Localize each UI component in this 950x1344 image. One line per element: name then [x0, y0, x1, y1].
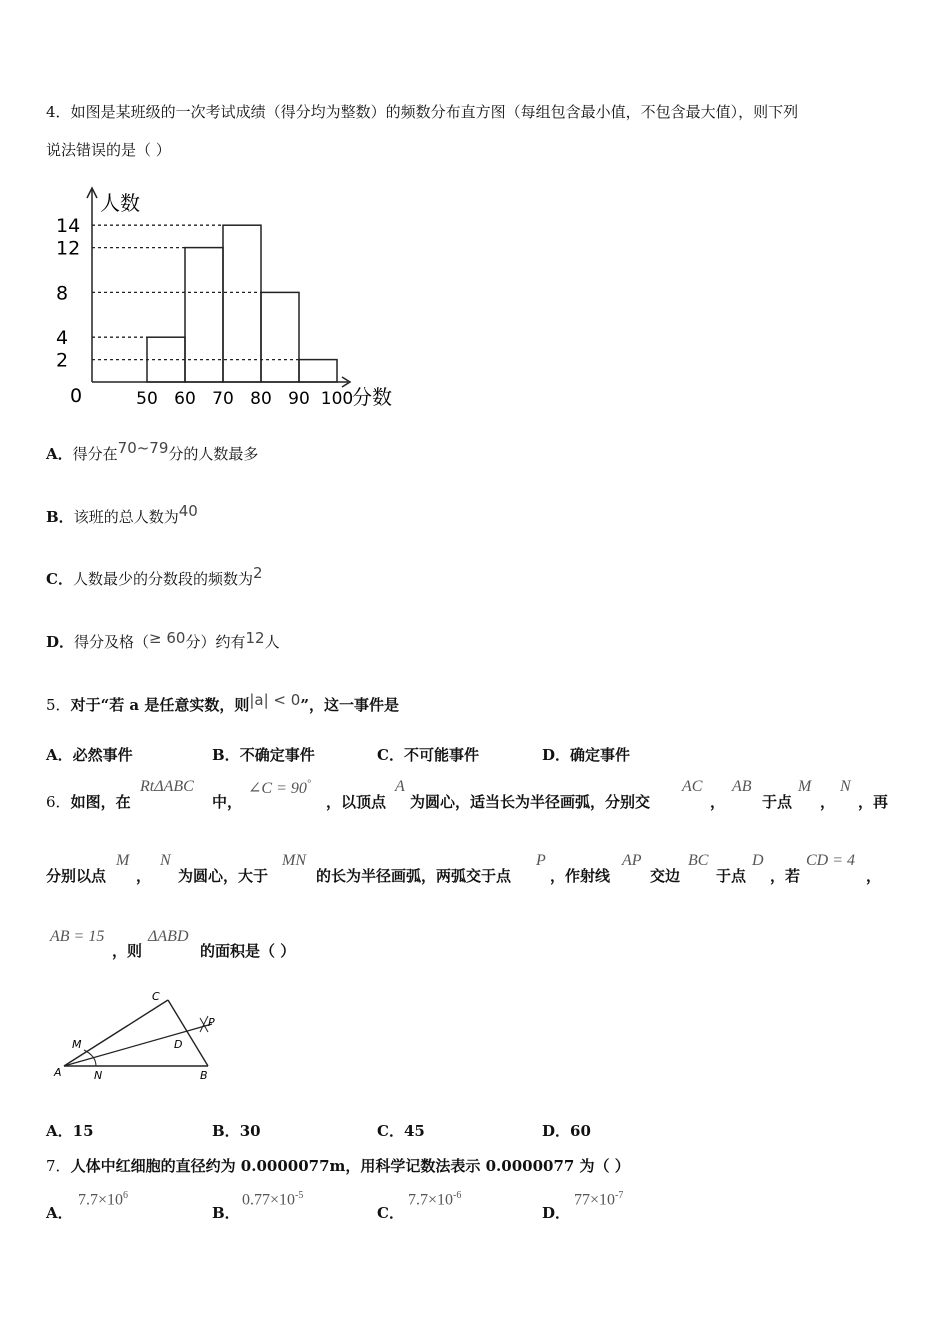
q6-text: ，作射线 — [550, 867, 611, 885]
option-label: B． — [46, 508, 74, 526]
q6-text: 交边 — [650, 867, 681, 885]
side-ac — [64, 1000, 168, 1066]
q4-number: 4 — [46, 103, 56, 121]
q6-option-b[interactable] — [212, 1121, 261, 1141]
q6-math-rt-abc: RtΔABC — [140, 778, 194, 795]
q6-math-d: D — [752, 852, 764, 869]
x-tick-label: 90 — [288, 389, 310, 409]
option-text: 分）约有 — [185, 633, 246, 651]
q6-math-ap: AP — [622, 852, 642, 869]
math-base: 7.7×10 — [78, 1191, 124, 1209]
option-label: A． — [46, 445, 73, 463]
q5-text: 5．对于“若 a 是任意实数，则|a| < 0”，这一事件是 — [46, 691, 399, 714]
math-base: 0.77×10 — [242, 1191, 296, 1209]
q6-math-abd: ΔABD — [148, 928, 189, 945]
math-base: 77×10 — [574, 1191, 616, 1209]
x-tick-label: 70 — [212, 389, 234, 409]
q6-text: ， — [136, 867, 152, 885]
x-tick-label: 100 — [320, 389, 354, 409]
option-text: 该班的总人数为 — [73, 508, 179, 526]
option-text: 得分及格（ — [74, 633, 150, 651]
q6-option-c[interactable] — [377, 1121, 425, 1141]
option-math: 2 — [252, 564, 263, 582]
q6-number: 6 — [46, 793, 56, 811]
q6-text: ，以顶点 — [326, 793, 387, 811]
label-b: B — [200, 1069, 208, 1082]
q4-text-line2: 说法错误的是（ ） — [46, 141, 171, 159]
q6-text: ，再 — [858, 793, 889, 811]
label-d: D — [174, 1038, 183, 1051]
option-label: C． — [46, 570, 73, 588]
label-n: N — [94, 1069, 103, 1082]
q7-option-c[interactable] — [377, 1203, 404, 1223]
option-label: C． — [377, 1122, 404, 1140]
option-text: 30 — [239, 1122, 261, 1140]
origin-label: 0 — [70, 385, 83, 407]
option-math: 70~79 — [117, 439, 169, 457]
label-a: A — [54, 1066, 62, 1079]
q7-number: 7 — [46, 1157, 56, 1175]
y-tick-label: 2 — [56, 349, 69, 372]
option-label: C． — [377, 1204, 404, 1222]
option-label: D． — [542, 1122, 571, 1140]
q6-math-ab: AB — [732, 778, 752, 795]
q6-text: ， — [866, 867, 882, 885]
bar-70-80 — [223, 225, 261, 382]
option-label: A． — [46, 746, 73, 764]
q5-stem-post: ”，这一事件是 — [300, 696, 399, 714]
q6-text: 的面积是（ ） — [200, 942, 296, 960]
bar-60-70 — [185, 248, 223, 382]
x-tick-label: 50 — [136, 389, 158, 409]
q6-math-m: M — [116, 852, 130, 869]
q5-math: |a| < 0 — [249, 691, 301, 709]
option-label: C． — [377, 746, 404, 764]
math-exponent: -7 — [615, 1190, 624, 1201]
option-text: 分的人数最多 — [168, 445, 259, 463]
q6-math-angle-c — [248, 778, 311, 798]
option-math: 12 — [245, 629, 265, 647]
q6-text: 中， — [212, 793, 243, 811]
option-label: D． — [46, 633, 75, 651]
option-text: 确定事件 — [570, 746, 631, 764]
q6-text: ，若 — [770, 867, 801, 885]
side-cb — [168, 1000, 208, 1066]
option-math: 40 — [178, 502, 198, 520]
q6-option-a[interactable] — [46, 1121, 94, 1141]
bar-90-100 — [299, 360, 337, 382]
q4-option-a[interactable] — [46, 439, 259, 464]
option-math: ≥ 60 — [149, 629, 186, 647]
option-label: B． — [212, 746, 240, 764]
y-tick-label: 12 — [56, 237, 81, 260]
q6-math-cd: CD = 4 — [806, 852, 856, 869]
q5-number: 5 — [46, 696, 56, 714]
q7-text: 7．人体中红细胞的直径约为 0.0000077m，用科学记数法表示 0.0000077 为（ ） — [46, 1157, 630, 1175]
q6-math-mn: MN — [282, 852, 306, 869]
q7-stem: 人体中红细胞的直径约为 0.0000077m，用科学记数法表示 0.0000077 为（ ） — [70, 1157, 630, 1175]
q6-math-ac: AC — [682, 778, 703, 795]
q6-text: 于点 — [762, 793, 793, 811]
option-text: 60 — [570, 1122, 591, 1140]
q7-option-d-math[interactable] — [574, 1190, 623, 1209]
q6-option-d[interactable] — [542, 1121, 591, 1141]
option-label: D． — [542, 746, 571, 764]
q6-math-m: M — [798, 778, 812, 795]
option-label: A． — [46, 1204, 73, 1222]
x-axis-title: 分数 — [352, 385, 392, 409]
option-text: 不可能事件 — [403, 746, 479, 764]
label-c: C — [152, 990, 160, 1003]
math-exponent: -5 — [295, 1190, 304, 1201]
math-exponent: -6 — [453, 1190, 462, 1201]
option-label: A． — [46, 1122, 73, 1140]
y-tick-label: 14 — [56, 215, 81, 238]
q5-option-b[interactable] — [212, 745, 315, 765]
label-m: M — [72, 1038, 82, 1051]
q6-text: 如图，在 — [70, 793, 131, 811]
q6-text: 为圆心，大于 — [178, 867, 269, 885]
q6-text: ， — [710, 793, 726, 811]
q6-text: 为圆心，适当长为半径画弧，分别交 — [410, 793, 651, 811]
q7-option-a-math[interactable] — [78, 1190, 128, 1209]
q6-math-bc: BC — [688, 852, 709, 869]
option-text: 人数最少的分数段的频数为 — [72, 570, 253, 588]
q6-text: ， — [820, 793, 836, 811]
x-tick-label: 60 — [174, 389, 196, 409]
q6-math-a: A — [395, 778, 405, 795]
option-label: D． — [542, 1204, 571, 1222]
option-text: 45 — [403, 1122, 425, 1140]
option-label: B． — [212, 1122, 240, 1140]
triangle-figure — [48, 986, 238, 1086]
degree-sign: ° — [306, 778, 311, 790]
q4-stem: 如图是某班级的一次考试成绩（得分均为整数）的频数分布直方图（每组包含最小值，不包含最大值），则下列 — [70, 103, 799, 121]
q6-text: 于点 — [716, 867, 747, 885]
q5-option-a[interactable] — [46, 745, 133, 765]
math-exponent: 6 — [123, 1190, 129, 1201]
q4-option-b[interactable] — [46, 502, 198, 527]
math-base: 7.7×10 — [408, 1191, 454, 1209]
ray-ap — [64, 1024, 212, 1066]
q6-text: 的长为半径画弧，两弧交于点 — [316, 867, 512, 885]
q6-math-n: N — [160, 852, 171, 869]
q7-option-c-math[interactable] — [408, 1190, 461, 1209]
q6-angle-value: ∠C = 90 — [248, 780, 307, 797]
y-tick-label: 8 — [56, 282, 69, 305]
q7-option-a[interactable] — [46, 1203, 73, 1223]
q4-option-d[interactable] — [46, 629, 280, 652]
q6-text: 分别以点 — [46, 867, 107, 885]
q6-text: ，则 — [112, 942, 143, 960]
q7-option-b-math[interactable] — [242, 1190, 303, 1209]
x-tick-label: 80 — [250, 389, 272, 409]
option-text: 人 — [264, 633, 280, 651]
label-p: P — [208, 1016, 215, 1029]
q4-text-line1: 4．如图是某班级的一次考试成绩（得分均为整数）的频数分布直方图（每组包含最小值，不包含最大值），则下列 — [46, 103, 799, 121]
q5-option-d[interactable] — [542, 745, 630, 765]
histogram-chart — [50, 182, 410, 414]
y-tick-label: 4 — [56, 327, 69, 350]
q5-stem-pre: 对于“若 a 是任意实数，则 — [70, 696, 250, 714]
y-axis-title: 人数 — [100, 191, 140, 215]
q6-math-ab15: AB = 15 — [50, 928, 105, 945]
option-text: 15 — [72, 1122, 94, 1140]
option-text: 得分在 — [72, 445, 118, 463]
q5-option-c[interactable] — [377, 745, 479, 765]
bar-80-90 — [261, 292, 299, 382]
q6-math-p: P — [536, 852, 546, 869]
option-text: 必然事件 — [72, 746, 133, 764]
q4-option-c[interactable] — [46, 564, 263, 589]
option-text: 不确定事件 — [239, 746, 315, 764]
q6-math-n: N — [840, 778, 851, 795]
q7-option-b[interactable] — [212, 1203, 240, 1223]
q7-option-d[interactable] — [542, 1203, 570, 1223]
q6-number-line: 6．如图，在 — [46, 793, 131, 811]
option-label: B． — [212, 1204, 240, 1222]
